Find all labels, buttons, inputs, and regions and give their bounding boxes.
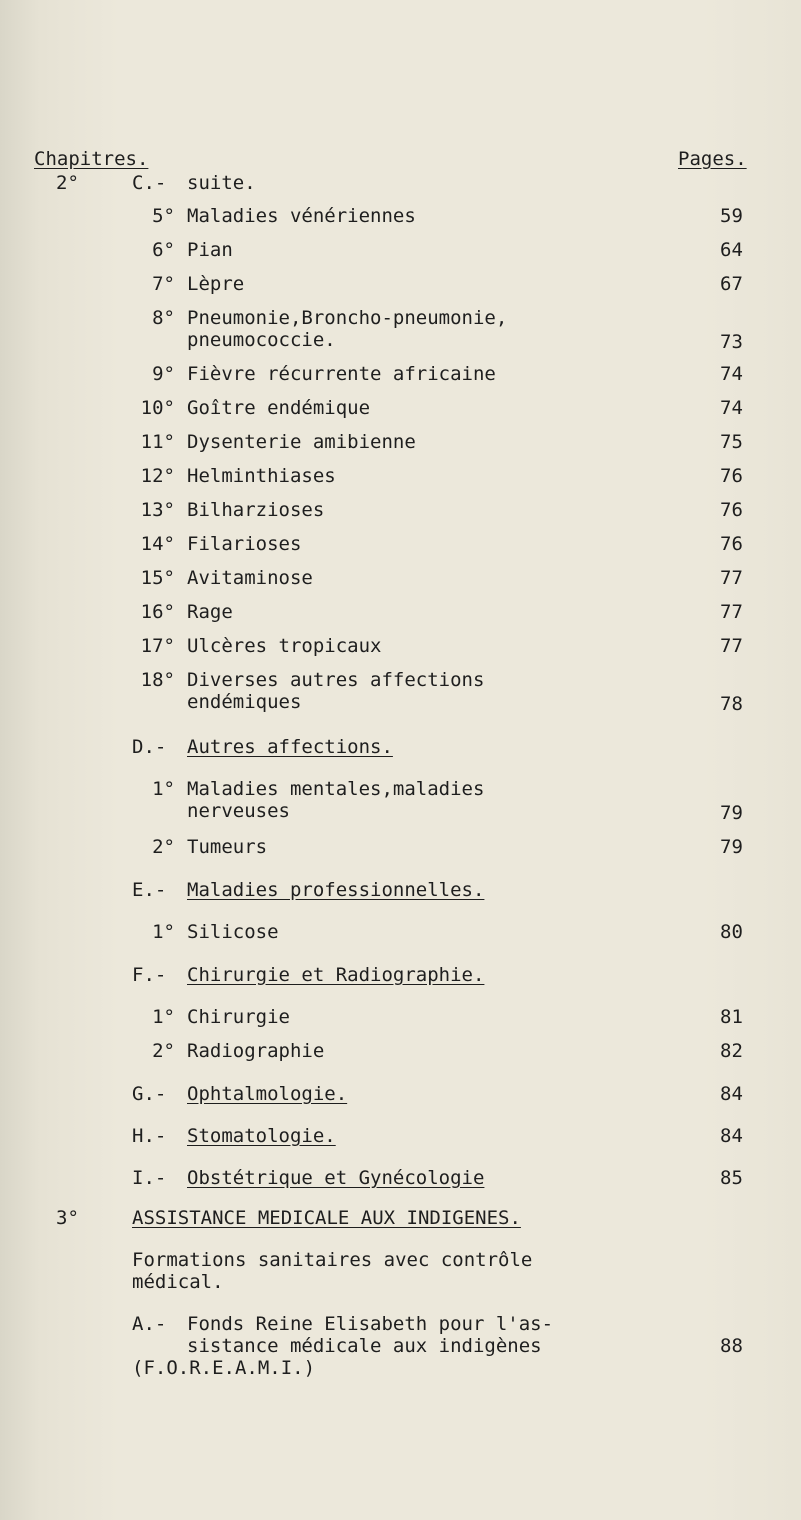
subsection-letter: H.- [132, 1125, 167, 1147]
entry-label-continued: nerveuses [187, 800, 290, 822]
entry-number: 1° [152, 1006, 175, 1028]
entry-label-continued: sistance médicale aux indigènes [187, 1335, 542, 1357]
pages-heading: Pages. [678, 148, 747, 170]
entry-label: Rage [187, 601, 233, 623]
entry-label: Maladies vénériennes [187, 205, 416, 227]
entry-label: Diverses autres affections [187, 669, 485, 691]
paragraph-text: Formations sanitaires avec contrôle [132, 1249, 533, 1271]
entry-label: Chirurgie [187, 1006, 290, 1028]
entry-label: Bilharzioses [187, 499, 325, 521]
entry-label-continued: endémiques [187, 691, 302, 713]
page-number: 81 [720, 1006, 743, 1028]
entry-label: Filarioses [187, 533, 302, 555]
entry-number: 18° [140, 669, 175, 691]
page-number: 74 [720, 397, 743, 419]
paragraph-text-continued: médical. [132, 1271, 224, 1293]
page-number: 82 [720, 1040, 743, 1062]
subsection-title: Obstétrique et Gynécologie [187, 1167, 485, 1189]
entry-number: 12° [140, 465, 175, 487]
section-title: ASSISTANCE MEDICALE AUX INDIGENES. [132, 1207, 521, 1229]
subsection-title: Ophtalmologie. [187, 1083, 348, 1105]
entry-label: Lèpre [187, 273, 245, 295]
page-number: 77 [720, 567, 743, 589]
page-number: 76 [720, 499, 743, 521]
entry-number: 16° [140, 601, 175, 623]
entry-number: 6° [152, 239, 175, 261]
entry-number: 2° [152, 1040, 175, 1062]
entry-number: 10° [140, 397, 175, 419]
page-number: 88 [720, 1335, 743, 1357]
subsection-letter: E.- [132, 879, 167, 901]
entry-label: Pneumonie,Broncho-pneumonie, [187, 307, 508, 329]
entry-number: 8° [152, 307, 175, 329]
entry-label: suite. [187, 172, 256, 194]
entry-number: 1° [152, 921, 175, 943]
subsection-letter: I.- [132, 1167, 167, 1189]
section-number: 3° [56, 1207, 79, 1229]
page-number: 79 [720, 836, 743, 858]
page-number: 64 [720, 239, 743, 261]
entry-label: Fonds Reine Elisabeth pour l'as- [187, 1313, 554, 1335]
page-number: 76 [720, 465, 743, 487]
page-number: 78 [720, 693, 743, 715]
entry-label: Silicose [187, 921, 279, 943]
entry-label: Fièvre récurrente africaine [187, 363, 496, 385]
page-number: 79 [720, 802, 743, 824]
page-number: 59 [720, 205, 743, 227]
page-number: 67 [720, 273, 743, 295]
entry-number: 7° [152, 273, 175, 295]
entry-number: 2° [152, 836, 175, 858]
entry-number: 15° [140, 567, 175, 589]
entry-number: 5° [152, 205, 175, 227]
page-number: 74 [720, 363, 743, 385]
subsection-title: Maladies professionnelles. [187, 879, 485, 901]
page-number: 84 [720, 1083, 743, 1105]
entry-label: Helminthiases [187, 465, 336, 487]
subsection-letter: C.- [132, 172, 167, 194]
entry-label: Dysenterie amibienne [187, 431, 416, 453]
subsection-title: Chirurgie et Radiographie. [187, 964, 485, 986]
entry-number: 14° [140, 533, 175, 555]
entry-label-continued: (F.O.R.E.A.M.I.) [132, 1357, 316, 1379]
entry-label-continued: pneumococcie. [187, 329, 336, 351]
page-number: 77 [720, 635, 743, 657]
entry-label: Pian [187, 239, 233, 261]
entry-label: Goître endémique [187, 397, 371, 419]
page-number: 85 [720, 1167, 743, 1189]
entry-number: 9° [152, 363, 175, 385]
entry-number: 1° [152, 778, 175, 800]
entry-number: 11° [140, 431, 175, 453]
entry-number: 13° [140, 499, 175, 521]
entry-label: Radiographie [187, 1040, 325, 1062]
page-number: 75 [720, 431, 743, 453]
subsection-letter: G.- [132, 1083, 167, 1105]
page-number: 80 [720, 921, 743, 943]
entry-label: Maladies mentales,maladies [187, 778, 485, 800]
entry-label: Ulcères tropicaux [187, 635, 382, 657]
page-number: 73 [720, 331, 743, 353]
section-number: 2° [56, 172, 79, 194]
subsection-letter: A.- [132, 1313, 167, 1335]
page-number: 84 [720, 1125, 743, 1147]
chapters-heading: Chapitres. [34, 148, 149, 170]
entry-label: Tumeurs [187, 836, 268, 858]
page-number: 76 [720, 533, 743, 555]
subsection-title: Autres affections. [187, 736, 393, 758]
page-number: 77 [720, 601, 743, 623]
entry-number: 17° [140, 635, 175, 657]
subsection-letter: D.- [132, 736, 167, 758]
subsection-title: Stomatologie. [187, 1125, 336, 1147]
entry-label: Avitaminose [187, 567, 313, 589]
subsection-letter: F.- [132, 964, 167, 986]
